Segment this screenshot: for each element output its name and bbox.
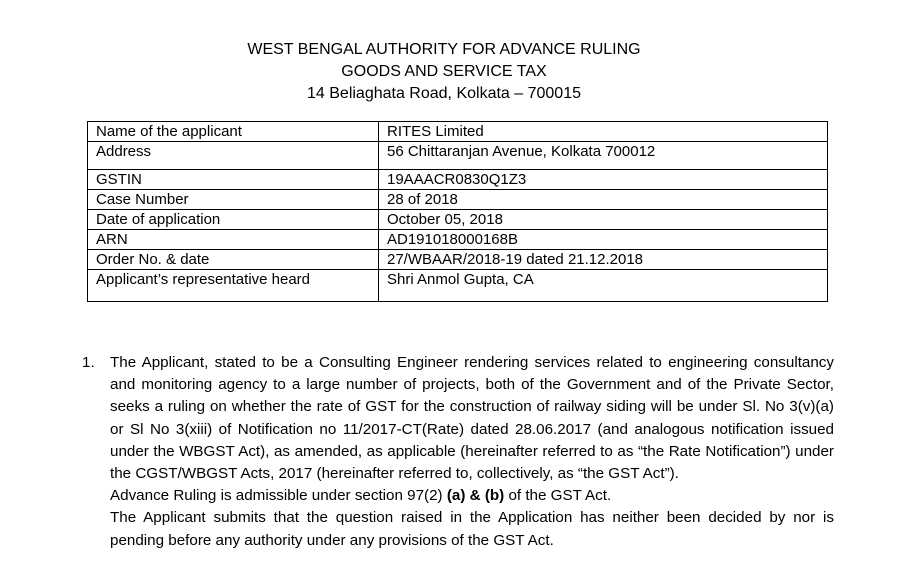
row-label: GSTIN (88, 170, 379, 190)
row-value: AD191018000168B (379, 230, 828, 250)
numbered-paragraph (82, 352, 834, 552)
table-row (88, 122, 828, 142)
applicant-submission: The Applicant submits that the question raised in the Application has neither been decided by nor is pending before any authority under any provisions of the GST Act. (110, 509, 834, 549)
table-row (88, 190, 828, 210)
row-value: RITES Limited (379, 122, 828, 142)
row-value: 56 Chittaranjan Avenue, Kolkata 700012 (379, 142, 828, 170)
authority-name: WEST BENGAL AUTHORITY FOR ADVANCE RULING (247, 41, 641, 58)
tax-name: GOODS AND SERVICE TAX (341, 63, 547, 80)
admissibility-statement (110, 485, 834, 507)
paragraph-number: 1. (82, 354, 95, 371)
clause-a: (a) (446, 487, 466, 505)
admissibility-suffix: of the GST Act. (504, 487, 612, 505)
authority-address: 14 Beliaghata Road, Kolkata – 700015 (307, 85, 581, 102)
row-label: ARN (88, 230, 379, 250)
paragraph-body (110, 352, 834, 552)
paragraph-main-text: The Applicant, stated to be a Consulting Engineer rendering services related to engineering consultancy and monitoring agency to a large number of projects, both of the Government and of the Private Sector, seeks a ruling on whether the rate of GST for the construction of railway siding will be under Sl. No 3(v)(a) or Sl No 3(xiii) of Notification no 11/2017-CT(Rate) dated 28.06.2017 (and analogous notification issued under the WBGST Act), as amended, as applicable (hereinafter referred to as “the Rate Notification”) under the CGST/WBGST Acts, 2017 (hereinafter referred to, collectively, as “the GST Act”). (110, 354, 834, 483)
row-label: Order No. & date (88, 250, 379, 270)
row-label: Address (88, 142, 379, 170)
document-header (0, 39, 888, 105)
ampersand: & (465, 487, 485, 505)
table-row (88, 230, 828, 250)
case-details-table (87, 121, 828, 302)
row-value: 19AAACR0830Q1Z3 (379, 170, 828, 190)
row-label: Name of the applicant (88, 122, 379, 142)
row-label: Case Number (88, 190, 379, 210)
admissibility-prefix: Advance Ruling is admissible under section 97(2) (110, 487, 447, 505)
table-row (88, 170, 828, 190)
table-row (88, 210, 828, 230)
table-row (88, 142, 828, 170)
row-label: Applicant’s representative heard (88, 270, 379, 302)
clause-b: (b) (484, 487, 505, 505)
row-value: 27/WBAAR/2018-19 dated 21.12.2018 (379, 250, 828, 270)
row-value: 28 of 2018 (379, 190, 828, 210)
row-value: Shri Anmol Gupta, CA (379, 270, 828, 302)
table-row (88, 250, 828, 270)
table-row (88, 270, 828, 302)
row-label: Date of application (88, 210, 379, 230)
row-value: October 05, 2018 (379, 210, 828, 230)
